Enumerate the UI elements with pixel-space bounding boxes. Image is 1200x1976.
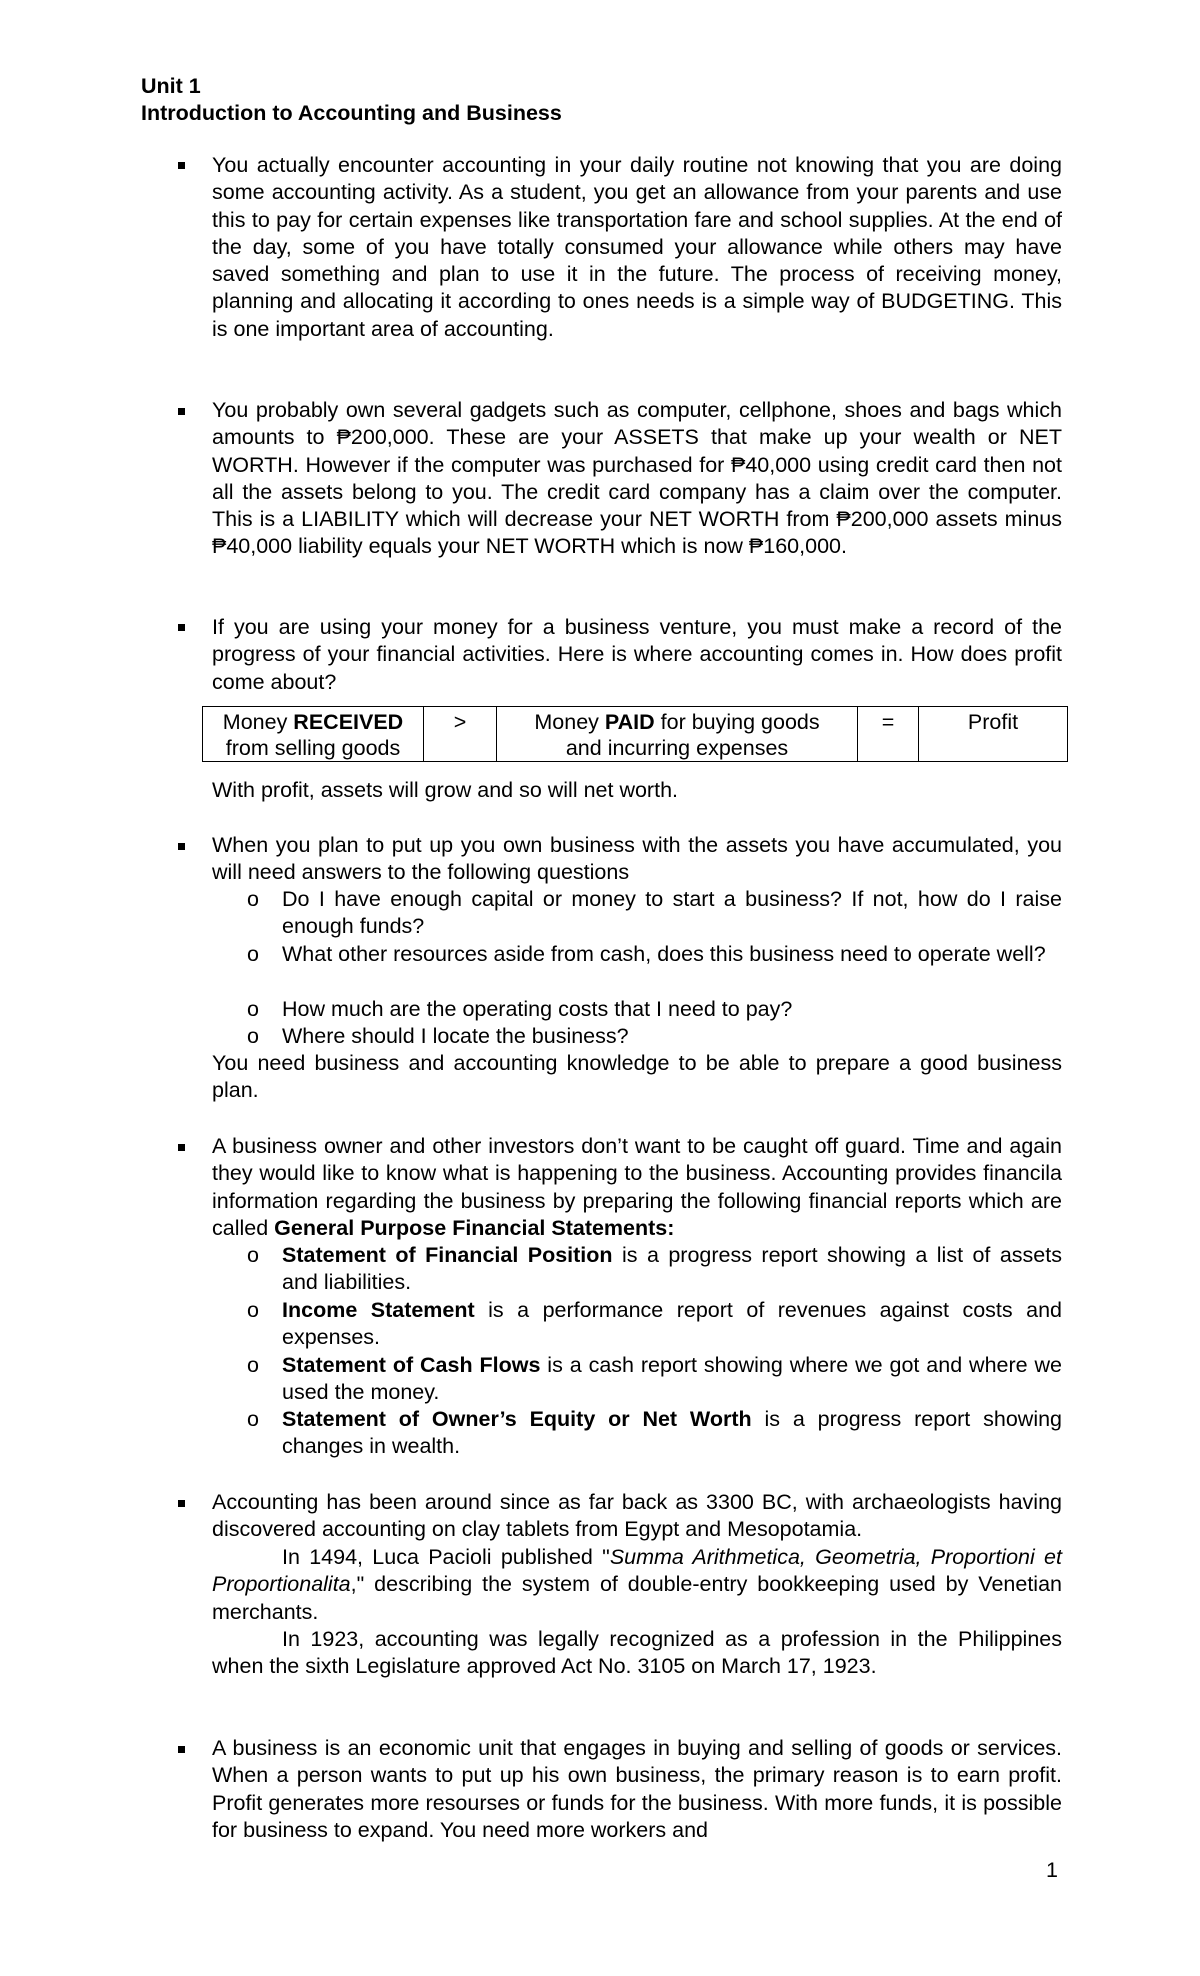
- table-cell-profit: Profit: [919, 707, 1068, 762]
- list-item: Statement of Owner’s Equity or Net Worth is a progress report showing changes in wealth.: [282, 1407, 1063, 1459]
- bullet-icon: [178, 1142, 190, 1154]
- table-cell-paid: Money PAID for buying goods and incurring expenses: [497, 707, 858, 762]
- list-item: Where should I locate the business?: [282, 1024, 629, 1048]
- circle-bullet-icon: o: [247, 1243, 259, 1267]
- unit-label: Unit 1: [141, 74, 201, 98]
- table-cell-greater-than: >: [424, 707, 497, 762]
- paragraph-assets: You probably own several gadgets such as computer, cellphone, shoes and bags which amounts to ₱200,000. These are your ASSETS that make up your wealth or NET WORTH. However if the computer was purchased for ₱40,000 using credit card then not all the assets belong to you. The credit card company has a claim over the computer. This is a LIABILITY which will decrease your NET WORTH from ₱200,000 assets minus ₱40,000 liability equals your NET WORTH which is now ₱160,000.: [212, 398, 1062, 559]
- circle-bullet-icon: o: [247, 1298, 259, 1322]
- list-item: How much are the operating costs that I need to pay?: [282, 997, 793, 1021]
- circle-bullet-icon: o: [247, 997, 259, 1021]
- paragraph-history: Accounting has been around since as far back as 3300 BC, with archaeologists having discovered accounting on clay tablets from Egypt and Mesopotamia.: [212, 1490, 1062, 1542]
- paragraph-business: A business is an economic unit that engages in buying and selling of goods or services. When a person wants to put up his own business, the primary reason is to earn profit. Profit generates more resourses or funds for the business. With more funds, it is possible for business to expand. You need more workers and: [212, 1736, 1062, 1842]
- bullet-icon: [178, 1498, 190, 1510]
- table-cell-received: Money RECEIVED from selling goods: [203, 707, 424, 762]
- paragraph-philippines: In 1923, accounting was legally recognized as a profession in the Philippines when the sixth Legislature approved Act No. 3105 on March 17, 1923.: [212, 1627, 1062, 1679]
- bullet-icon: [178, 406, 190, 418]
- paragraph-business-plan: When you plan to put up you own business with the assets you have accumulated, you will need answers to the following questions: [212, 833, 1062, 885]
- paragraph-profit-note: With profit, assets will grow and so will net worth.: [212, 778, 678, 802]
- page-title: Introduction to Accounting and Business: [141, 101, 562, 125]
- list-item: Do I have enough capital or money to start a business? If not, how do I raise enough funds?: [282, 887, 1062, 939]
- paragraph-pacioli: In 1494, Luca Pacioli published "Summa Arithmetica, Geometria, Proportioni et Proportionalita," describing the system of double-entry bookkeeping used by Venetian merchants.: [212, 1545, 1062, 1624]
- list-item: Income Statement is a performance report of revenues against costs and expenses.: [282, 1298, 1062, 1350]
- list-item: Statement of Financial Position is a progress report showing a list of assets and liabilities.: [282, 1243, 1062, 1295]
- list-item: Statement of Cash Flows is a cash report showing where we got and where we used the money.: [282, 1353, 1062, 1405]
- paragraph-profit: If you are using your money for a business venture, you must make a record of the progress of your financial activities. Here is where accounting comes in. How does profit come about?: [212, 615, 1062, 694]
- page-number: 1: [1046, 1858, 1058, 1882]
- table-row: [203, 707, 1068, 762]
- circle-bullet-icon: o: [247, 1353, 259, 1377]
- table-cell-equals: =: [858, 707, 919, 762]
- bullet-icon: [178, 841, 190, 853]
- circle-bullet-icon: o: [247, 1407, 259, 1431]
- paragraph-business-plan-note: You need business and accounting knowledge to be able to prepare a good business plan.: [212, 1051, 1062, 1103]
- circle-bullet-icon: o: [247, 942, 259, 966]
- profit-equation-table: [202, 706, 1068, 762]
- circle-bullet-icon: o: [247, 1024, 259, 1048]
- bullet-icon: [178, 160, 190, 172]
- circle-bullet-icon: o: [247, 887, 259, 911]
- paragraph-budgeting: You actually encounter accounting in your daily routine not knowing that you are doing some accounting activity. As a student, you get an allowance from your parents and use this to pay for certain expenses like transportation fare and school supplies. At the end of the day, some of you have totally consumed your allowance while others may have saved something and plan to use it in the future. The process of receiving money, planning and allocating it according to ones needs is a simple way of BUDGETING. This is one important area of accounting.: [212, 153, 1062, 341]
- list-item: What other resources aside from cash, does this business need to operate well?: [282, 942, 1046, 966]
- paragraph-financial-statements: A business owner and other investors don’t want to be caught off guard. Time and again they would like to know what is happening to the business. Accounting provides financila information regarding the business by preparing the following financial reports which are called General Purpose Financial Statements:: [212, 1134, 1062, 1240]
- bullet-icon: [178, 1744, 190, 1756]
- bullet-icon: [178, 622, 190, 634]
